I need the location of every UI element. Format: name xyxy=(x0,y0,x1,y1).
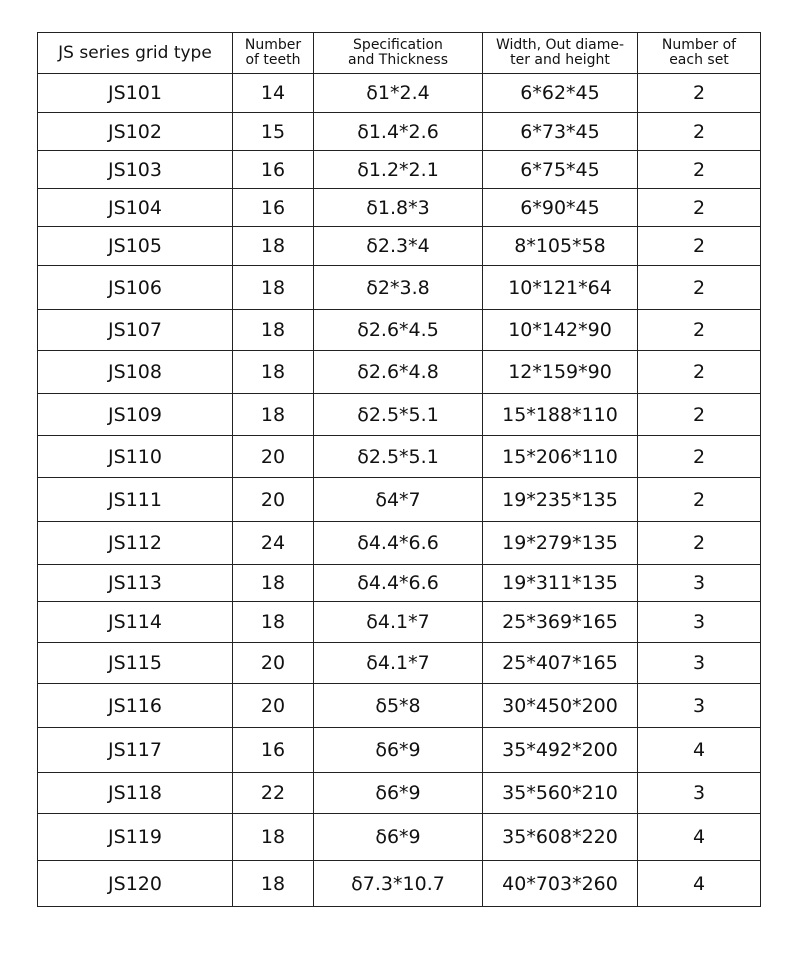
cell-grid-type: JS114 xyxy=(38,602,233,643)
cell-dimensions: 6*75*45 xyxy=(483,151,638,189)
header-set-count-line-1: Number of xyxy=(661,37,737,53)
cell-grid-type: JS108 xyxy=(38,351,233,394)
cell-set-count: 4 xyxy=(638,861,761,907)
cell-set-count: 2 xyxy=(638,351,761,394)
header-row xyxy=(38,33,761,74)
cell-set-count: 3 xyxy=(638,684,761,728)
cell-set-count: 2 xyxy=(638,113,761,151)
cell-dimensions: 19*235*135 xyxy=(483,478,638,522)
header-set-count xyxy=(638,33,761,74)
cell-specification: δ7.3*10.7 xyxy=(314,861,483,907)
cell-set-count: 2 xyxy=(638,436,761,478)
cell-set-count: 3 xyxy=(638,565,761,602)
cell-dimensions: 35*560*210 xyxy=(483,773,638,814)
header-set-count-line-2: each set xyxy=(669,52,729,68)
table-row xyxy=(38,773,761,814)
cell-grid-type: JS117 xyxy=(38,728,233,773)
cell-dimensions: 10*142*90 xyxy=(483,310,638,351)
cell-teeth: 20 xyxy=(233,684,314,728)
table-row xyxy=(38,861,761,907)
cell-dimensions: 8*105*58 xyxy=(483,227,638,266)
cell-dimensions: 12*159*90 xyxy=(483,351,638,394)
cell-set-count: 2 xyxy=(638,151,761,189)
table-row xyxy=(38,351,761,394)
cell-dimensions: 15*188*110 xyxy=(483,394,638,436)
cell-specification: δ6*9 xyxy=(314,728,483,773)
cell-dimensions: 19*279*135 xyxy=(483,522,638,565)
cell-teeth: 20 xyxy=(233,643,314,684)
header-specification-line-2: and Thickness xyxy=(348,52,448,68)
cell-dimensions: 6*73*45 xyxy=(483,113,638,151)
cell-set-count: 4 xyxy=(638,814,761,861)
cell-specification: δ2.3*4 xyxy=(314,227,483,266)
cell-teeth: 18 xyxy=(233,310,314,351)
cell-teeth: 15 xyxy=(233,113,314,151)
cell-specification: δ4.1*7 xyxy=(314,602,483,643)
cell-set-count: 2 xyxy=(638,189,761,227)
header-teeth-line-2: of teeth xyxy=(245,52,301,68)
header-teeth-line-1: Number xyxy=(244,37,302,53)
cell-set-count: 3 xyxy=(638,602,761,643)
cell-dimensions: 25*369*165 xyxy=(483,602,638,643)
cell-grid-type: JS103 xyxy=(38,151,233,189)
table-row xyxy=(38,602,761,643)
table-row xyxy=(38,643,761,684)
table-row xyxy=(38,310,761,351)
cell-set-count: 2 xyxy=(638,310,761,351)
table-body xyxy=(38,74,761,907)
cell-specification: δ4*7 xyxy=(314,478,483,522)
cell-teeth: 20 xyxy=(233,478,314,522)
table-row xyxy=(38,74,761,113)
cell-grid-type: JS102 xyxy=(38,113,233,151)
table-row xyxy=(38,684,761,728)
cell-dimensions: 40*703*260 xyxy=(483,861,638,907)
cell-dimensions: 30*450*200 xyxy=(483,684,638,728)
cell-specification: δ6*9 xyxy=(314,814,483,861)
cell-teeth: 18 xyxy=(233,565,314,602)
cell-teeth: 22 xyxy=(233,773,314,814)
cell-grid-type: JS104 xyxy=(38,189,233,227)
cell-specification: δ1.4*2.6 xyxy=(314,113,483,151)
cell-dimensions: 25*407*165 xyxy=(483,643,638,684)
cell-specification: δ2.5*5.1 xyxy=(314,436,483,478)
cell-teeth: 24 xyxy=(233,522,314,565)
header-dimensions-line-2: ter and height xyxy=(510,52,610,68)
cell-specification: δ2.5*5.1 xyxy=(314,394,483,436)
header-specification-line-1: Specification xyxy=(353,37,443,53)
cell-specification: δ6*9 xyxy=(314,773,483,814)
cell-grid-type: JS105 xyxy=(38,227,233,266)
table-row xyxy=(38,266,761,310)
cell-teeth: 20 xyxy=(233,436,314,478)
cell-specification: δ4.1*7 xyxy=(314,643,483,684)
header-grid-type xyxy=(38,33,233,74)
cell-set-count: 2 xyxy=(638,266,761,310)
cell-dimensions: 19*311*135 xyxy=(483,565,638,602)
cell-specification: δ2*3.8 xyxy=(314,266,483,310)
cell-teeth: 18 xyxy=(233,227,314,266)
cell-teeth: 18 xyxy=(233,266,314,310)
cell-grid-type: JS119 xyxy=(38,814,233,861)
cell-specification: δ1*2.4 xyxy=(314,74,483,113)
header-grid-type-line: JS series grid type xyxy=(58,42,212,63)
table-row xyxy=(38,728,761,773)
cell-teeth: 18 xyxy=(233,602,314,643)
cell-grid-type: JS101 xyxy=(38,74,233,113)
cell-grid-type: JS116 xyxy=(38,684,233,728)
cell-teeth: 14 xyxy=(233,74,314,113)
cell-set-count: 2 xyxy=(638,227,761,266)
table-row xyxy=(38,113,761,151)
table-row xyxy=(38,478,761,522)
table-row xyxy=(38,151,761,189)
table-row xyxy=(38,436,761,478)
cell-set-count: 3 xyxy=(638,773,761,814)
cell-teeth: 18 xyxy=(233,861,314,907)
cell-specification: δ1.2*2.1 xyxy=(314,151,483,189)
header-teeth xyxy=(233,33,314,74)
table-row xyxy=(38,565,761,602)
header-dimensions-line-1: Width, Out diame- xyxy=(495,37,625,53)
cell-grid-type: JS109 xyxy=(38,394,233,436)
cell-grid-type: JS113 xyxy=(38,565,233,602)
header-dimensions xyxy=(483,33,638,74)
cell-specification: δ1.8*3 xyxy=(314,189,483,227)
cell-grid-type: JS120 xyxy=(38,861,233,907)
cell-dimensions: 35*608*220 xyxy=(483,814,638,861)
table-row xyxy=(38,227,761,266)
table-row xyxy=(38,522,761,565)
cell-specification: δ2.6*4.8 xyxy=(314,351,483,394)
table-row xyxy=(38,189,761,227)
cell-teeth: 18 xyxy=(233,394,314,436)
grid-spec-table xyxy=(37,32,761,907)
cell-teeth: 16 xyxy=(233,728,314,773)
cell-specification: δ4.4*6.6 xyxy=(314,565,483,602)
header-specification xyxy=(314,33,483,74)
cell-grid-type: JS115 xyxy=(38,643,233,684)
cell-teeth: 16 xyxy=(233,189,314,227)
cell-set-count: 2 xyxy=(638,522,761,565)
cell-grid-type: JS110 xyxy=(38,436,233,478)
cell-set-count: 2 xyxy=(638,74,761,113)
table-row xyxy=(38,814,761,861)
cell-grid-type: JS106 xyxy=(38,266,233,310)
cell-dimensions: 6*90*45 xyxy=(483,189,638,227)
cell-dimensions: 10*121*64 xyxy=(483,266,638,310)
cell-specification: δ2.6*4.5 xyxy=(314,310,483,351)
table-row xyxy=(38,394,761,436)
cell-set-count: 2 xyxy=(638,478,761,522)
cell-specification: δ4.4*6.6 xyxy=(314,522,483,565)
cell-grid-type: JS118 xyxy=(38,773,233,814)
cell-set-count: 4 xyxy=(638,728,761,773)
cell-dimensions: 35*492*200 xyxy=(483,728,638,773)
cell-set-count: 2 xyxy=(638,394,761,436)
cell-grid-type: JS112 xyxy=(38,522,233,565)
cell-teeth: 18 xyxy=(233,351,314,394)
cell-dimensions: 15*206*110 xyxy=(483,436,638,478)
cell-teeth: 16 xyxy=(233,151,314,189)
cell-dimensions: 6*62*45 xyxy=(483,74,638,113)
cell-teeth: 18 xyxy=(233,814,314,861)
cell-set-count: 3 xyxy=(638,643,761,684)
cell-grid-type: JS107 xyxy=(38,310,233,351)
cell-grid-type: JS111 xyxy=(38,478,233,522)
cell-specification: δ5*8 xyxy=(314,684,483,728)
